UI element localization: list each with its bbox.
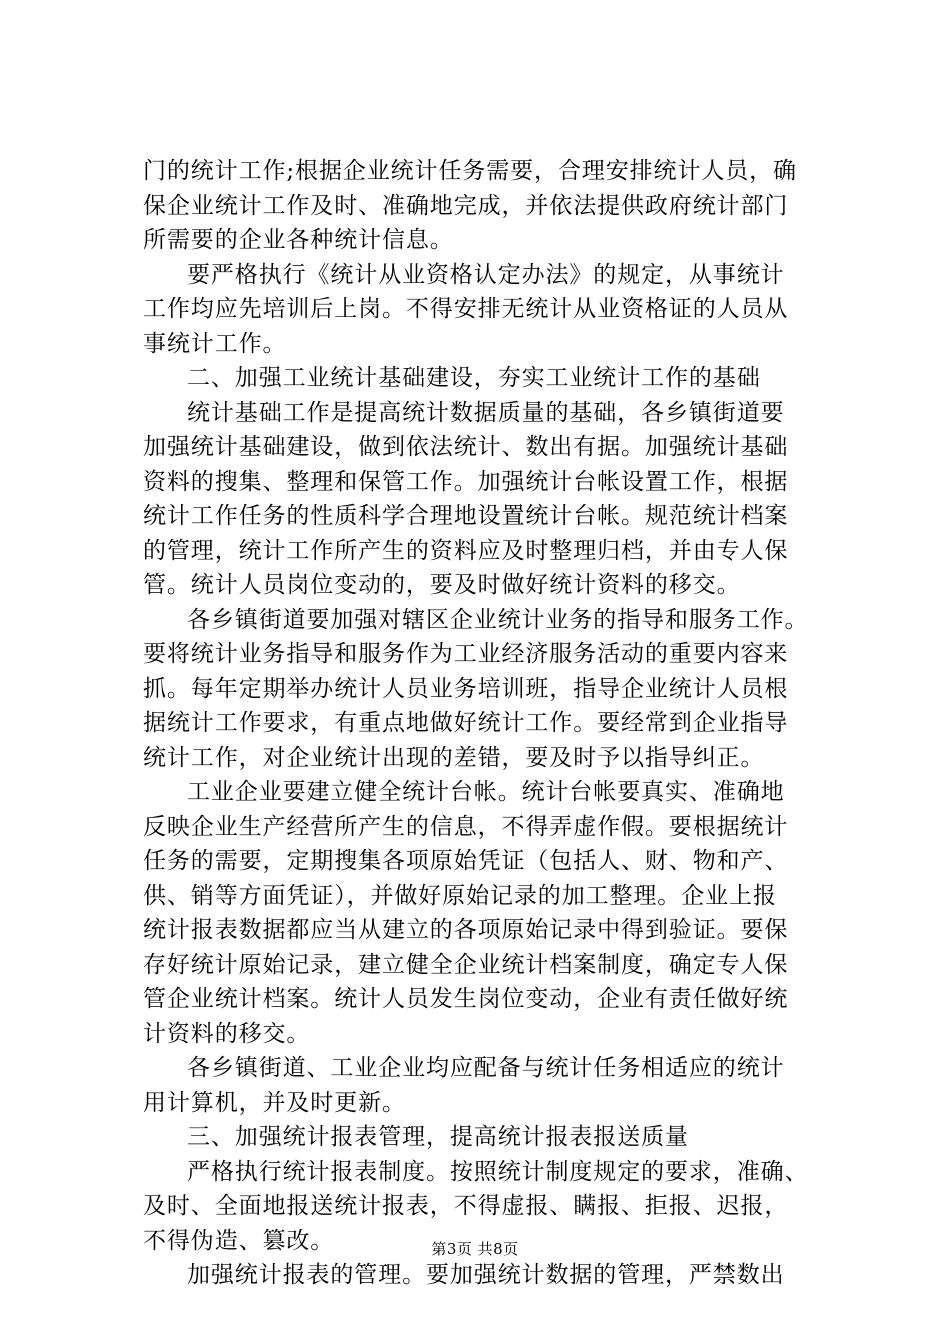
text-line: 所需要的企业各种统计信息。 <box>143 227 454 253</box>
text-line: 管企业统计档案。统计人员发生岗位变动，企业有责任做好统 <box>143 986 789 1012</box>
text-line: 门的统计工作;根据企业统计任务需要，合理安排统计人员，确 <box>143 158 797 184</box>
text-line: 各乡镇街道要加强对辖区企业统计业务的指导和服务工作。 <box>187 606 809 633</box>
text-line: 供、销等方面凭证），并做好原始记录的加工整理。企业上报 <box>143 882 777 909</box>
text-line: 的管理，统计工作所产生的资料应及时整理归档，并由专人保 <box>143 537 789 564</box>
text-line: 要严格执行《统计从业资格认定办法》的规定，从事统计 <box>187 261 785 288</box>
text-line: 统计工作，对企业统计出现的差错，要及时予以指导纠正。 <box>143 744 765 771</box>
text-line: 加强统计基础建设，做到依法统计、数出有据。加强统计基础 <box>143 434 789 460</box>
text-line: 及时、全面地报送统计报表，不得虚报、瞒报、拒报、迟报， <box>143 1193 789 1219</box>
document-body <box>143 154 843 1293</box>
text-line: 任务的需要，定期搜集各项原始凭证（包括人、财、物和产、 <box>143 848 789 874</box>
text-line: 据统计工作要求，有重点地做好统计工作。要经常到企业指导 <box>143 710 789 736</box>
text-line: 不得伪造、篡改。 <box>143 1227 335 1254</box>
text-line: 管。统计人员岗位变动的，要及时做好统计资料的移交。 <box>143 572 741 598</box>
text-line: 工作均应先培训后上岗。不得安排无统计从业资格证的人员从 <box>143 296 789 322</box>
text-line: 事统计工作。 <box>143 330 287 357</box>
text-line: 三、加强统计报表管理，提高统计报表报送质量 <box>187 1124 689 1150</box>
text-line: 各乡镇街道、工业企业均应配备与统计任务相适应的统计 <box>187 1055 785 1081</box>
text-line: 抓。每年定期举办统计人员业务培训班，指导企业统计人员根 <box>143 675 789 702</box>
text-line: 统计工作任务的性质科学合理地设置统计台帐。规范统计档案 <box>143 503 789 529</box>
text-line: 用计算机，并及时更新。 <box>143 1089 406 1116</box>
text-line: 严格执行统计报表制度。按照统计制度规定的要求，准确、 <box>187 1158 809 1185</box>
text-line: 计资料的移交。 <box>143 1020 311 1047</box>
text-line: 二、加强工业统计基础建设，夯实工业统计工作的基础 <box>187 365 761 391</box>
text-line: 统计报表数据都应当从建立的各项原始记录中得到验证。要保 <box>143 917 789 943</box>
page-footer: 第3页 共8页 <box>431 1240 519 1258</box>
text-line: 反映企业生产经营所产生的信息，不得弄虚作假。要根据统计 <box>143 813 789 840</box>
text-line: 资料的搜集、整理和保管工作。加强统计台帐设置工作，根据 <box>143 468 789 495</box>
text-line: 要将统计业务指导和服务作为工业经济服务活动的重要内容来 <box>143 641 789 667</box>
text-line: 存好统计原始记录，建立健全企业统计档案制度，确定专人保 <box>143 951 789 978</box>
text-line: 加强统计报表的管理。要加强统计数据的管理，严禁数出 <box>187 1262 785 1288</box>
text-line: 统计基础工作是提高统计数据质量的基础，各乡镇街道要 <box>187 399 785 426</box>
text-line: 保企业统计工作及时、准确地完成，并依法提供政府统计部门 <box>143 192 789 219</box>
text-line: 工业企业要建立健全统计台帐。统计台帐要真实、准确地 <box>187 779 785 805</box>
